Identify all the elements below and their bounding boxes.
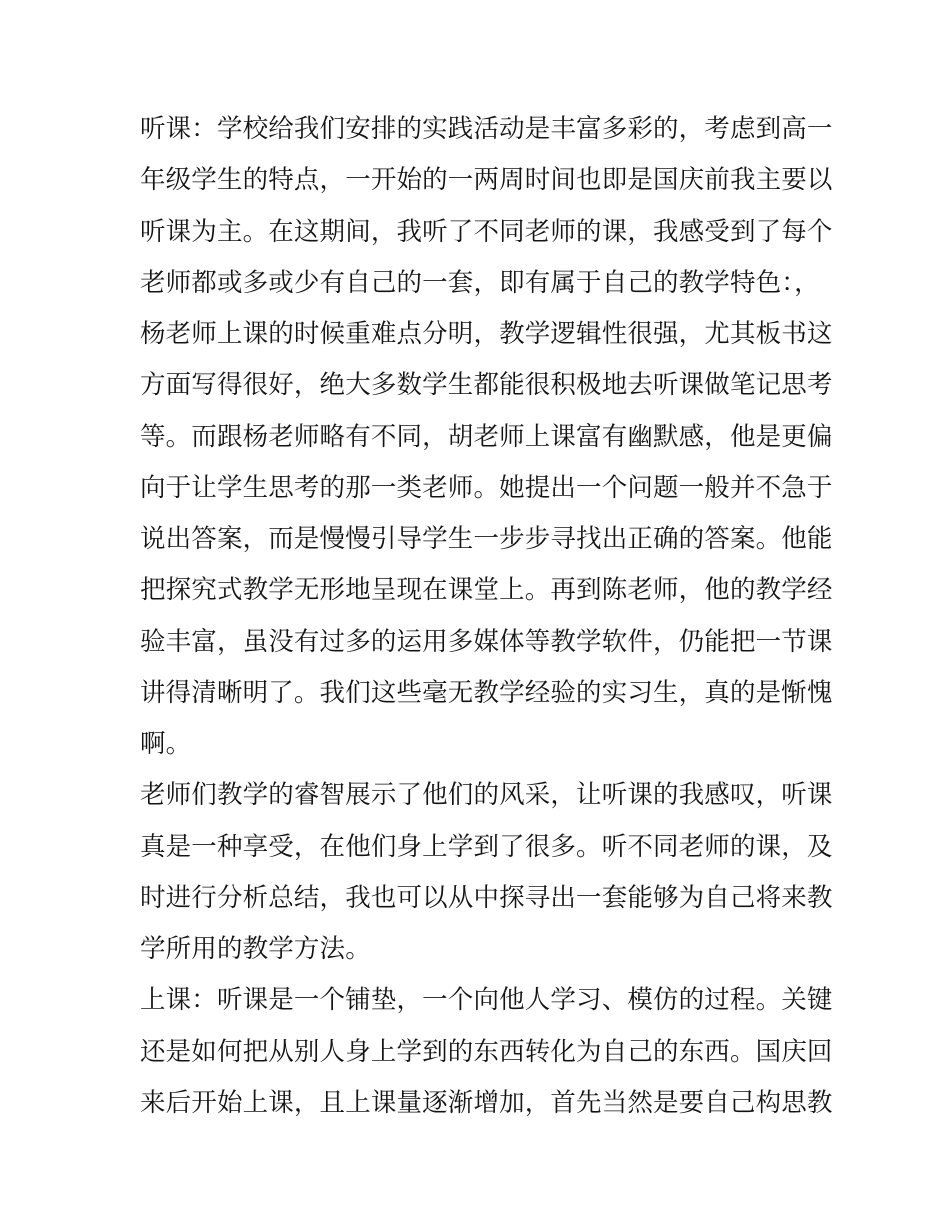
text-line: 学所用的教学方法。 bbox=[140, 934, 371, 964]
text-line: 讲得清晰明了。我们这些毫无教学经验的实习生，真的是惭愧 bbox=[140, 677, 833, 708]
text-line: 还是如何把从别人身上学到的东西转化为自己的东西。国庆回 bbox=[140, 1036, 833, 1067]
text-line: 验丰富，虽没有过多的运用多媒体等教学软件，仍能把一节课 bbox=[140, 626, 833, 657]
text-line: 来后开始上课，且上课量逐渐增加，首先当然是要自己构思教 bbox=[140, 1087, 833, 1118]
text-line: 听课为主。在这期间，我听了不同老师的课，我感受到了每个 bbox=[140, 216, 833, 247]
text-line: 老师们教学的睿智展示了他们的风采，让听课的我感叹，听课 bbox=[140, 780, 833, 811]
document-body bbox=[140, 104, 833, 1129]
text-line: 等。而跟杨老师略有不同，胡老师上课富有幽默感，他是更偏 bbox=[140, 421, 833, 452]
text-line: 时进行分析总结，我也可以从中探寻出一套能够为自己将来教 bbox=[140, 882, 833, 913]
text-line: 听课：学校给我们安排的实践活动是丰富多彩的，考虑到高一 bbox=[140, 114, 833, 144]
text-line: 方面写得很好，绝大多数学生都能很积极地去听课做笔记思考 bbox=[140, 370, 833, 401]
text-line: 说出答案，而是慢慢引导学生一步步寻找出正确的答案。他能 bbox=[140, 524, 833, 554]
text-line: 上课：听课是一个铺垫，一个向他人学习、模仿的过程。关键 bbox=[140, 985, 833, 1016]
text-line: 啊。 bbox=[140, 729, 192, 759]
text-line: 向于让学生思考的那一类老师。她提出一个问题一般并不急于 bbox=[140, 472, 833, 503]
text-line: 老师都或多或少有自己的一套，即有属于自己的教学特色：， bbox=[140, 267, 820, 298]
text-line: 杨老师上课的时候重难点分明，教学逻辑性很强，尤其板书这 bbox=[140, 319, 833, 349]
text-line: 真是一种享受，在他们身上学到了很多。听不同老师的课，及 bbox=[140, 831, 833, 862]
text-line: 把探究式教学无形地呈现在课堂上。再到陈老师，他的教学经 bbox=[140, 575, 833, 606]
text-line: 年级学生的特点，一开始的一两周时间也即是国庆前我主要以 bbox=[140, 165, 833, 196]
